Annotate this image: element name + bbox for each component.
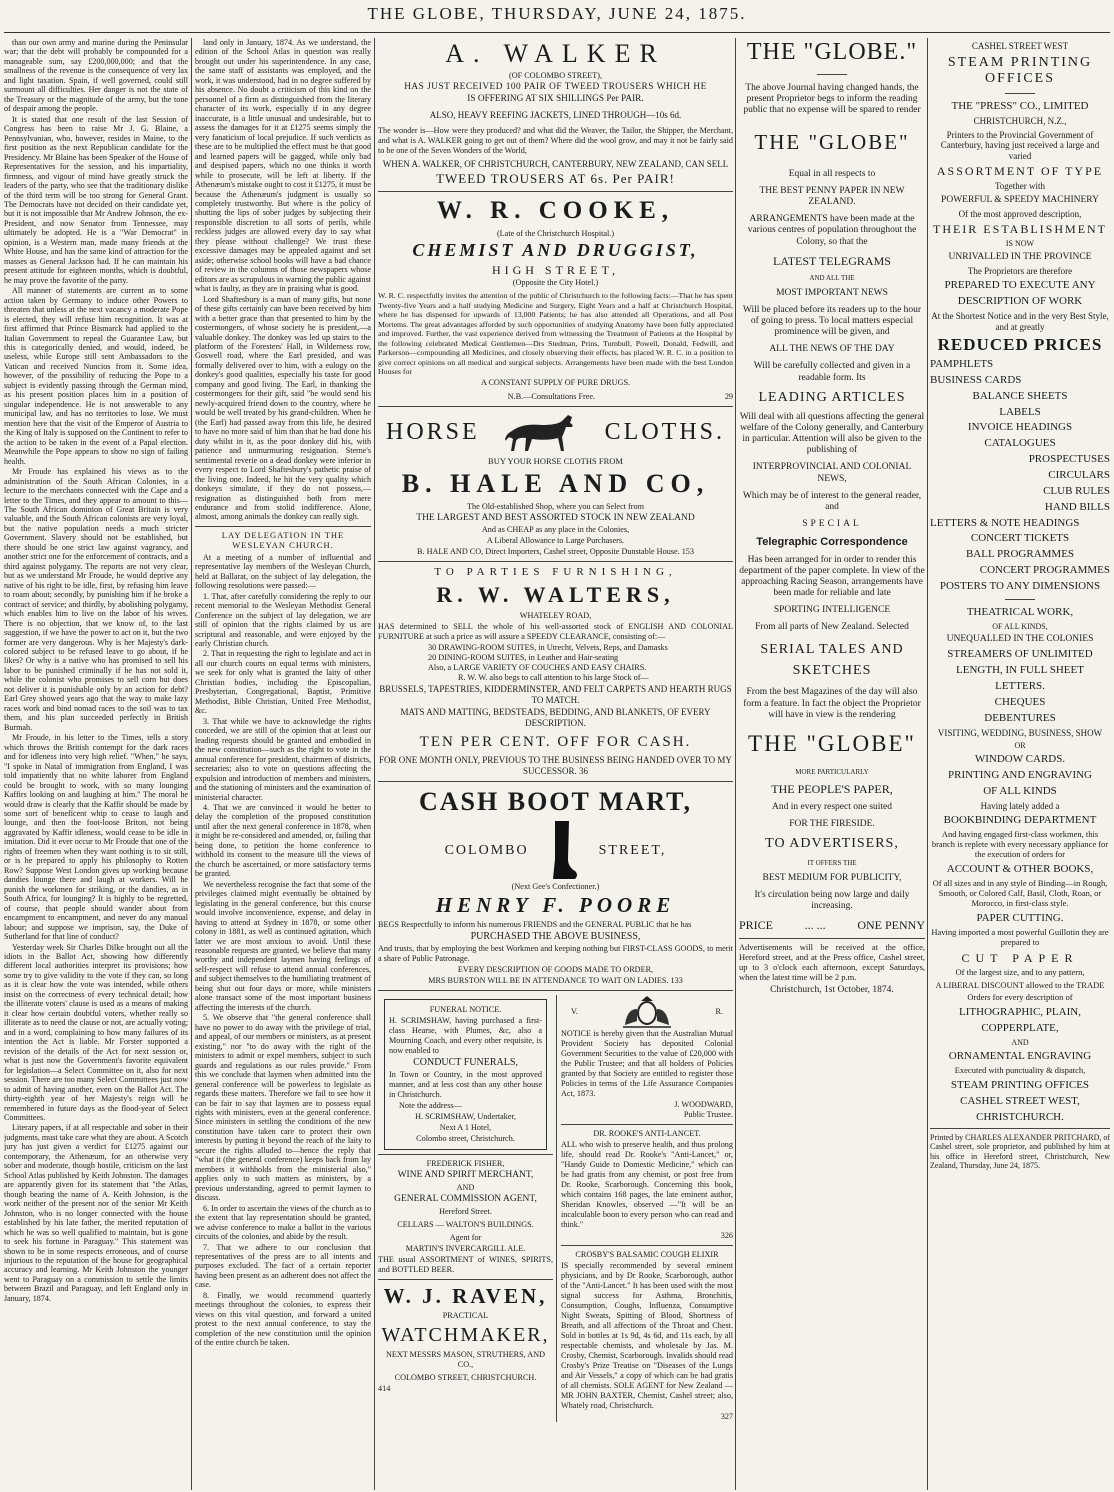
globe-text: MORE PARTICULARLY — [795, 767, 869, 776]
hale-old: The Old-established Shop, where you can Select from — [467, 501, 644, 511]
press-title: STEAM PRINTING OFFICES — [947, 54, 1093, 86]
hale-name: B. HALE AND CO, — [401, 469, 710, 499]
vr-v: V. — [571, 1007, 578, 1017]
press-text: Of the largest size, and to any pattern, — [955, 966, 1085, 977]
globe-big: THE "GLOBE" — [748, 730, 916, 756]
press-imprint: Printed by CHARLES ALEXANDER PRITCHARD, of Cashel street, sole proprietor, and published by him at his office in Hereford street, Christchurch, New Zealand, Thursday, June 24, 1875. — [930, 1132, 1110, 1170]
funeral-head: FUNERAL NOTICE. — [429, 1005, 502, 1015]
article-paragraph: land only in January, 1874. As we understand, the edition of the School Atlas in question was really brought out under his superintendence. In any case, the same staff of assistants was employed, and the work, it was understood, had in no degree suffered by his absence. No doubt a criticism of this kind on the personnel of a firm as distinguished from the literary character of its work, especially if in any degree inaccurate, is a little unusual and undesirable, but to assess the damages for it at £1275 seems simply the very fanaticism of local prejudice. If such verdicts as these are to be multiplied the effect must be that good and learned papers will be gagged, while only bad and despised papers, which no one thinks it worth while to prosecute, will be left at liberty. If the Athenæum's mistake ought to cost it £1275, it must be because the Athenæum's judgment is usually so completely trustworthy. But where is the policy of shutting the lips of sober judges by subjecting their responsible discretion to all sorts of perils, while reckless judges are allowed every day to say what they please without challenge? We trust these excessive damages may be appealed against and set aside; otherwise school books will have a bad chance of review in the columns of those newspapers whose editors are as scrupulous in warning the public against what is faulty, as they are in praising what is good. — [195, 38, 371, 294]
boot-trust: And trusts, that by employing the best Workmen and keeping nothing but FIRST-CLASS GOODS, to merit a share of Public Patronage. — [378, 944, 733, 964]
fisher-name: FREDERICK FISHER, — [426, 1159, 505, 1169]
press-text: ACCOUNT & OTHER BOOKS, — [946, 863, 1094, 876]
walters-item: R. W. W. also begs to call attention to his large Stock of— — [458, 672, 649, 682]
press-text: CHRISTCHURCH. — [976, 1111, 1064, 1123]
press-text: VISITING, WEDDING, BUSINESS, SHOW — [937, 727, 1103, 738]
press-text: THE "PRESS" CO., LIMITED — [951, 100, 1089, 113]
fisher-and: AND — [456, 1183, 475, 1193]
fisher-wine: WINE AND SPIRIT MERCHANT, — [397, 1170, 534, 1181]
hale-ad — [378, 411, 733, 558]
press-items — [930, 358, 1110, 593]
fisher-agent: Agent for — [449, 1232, 482, 1242]
horse-icon — [502, 411, 582, 455]
column-divider — [927, 38, 928, 1490]
fisher-ale: MARTIN'S INVERCARGILL ALE. — [405, 1243, 526, 1253]
press-text: CHRISTCHURCH, N.Z., — [973, 116, 1067, 127]
press-text: At the Shortest Notice and in the very Best Style, and at greatly — [931, 311, 1109, 332]
press-text: THEIR ESTABLISHMENT — [932, 222, 1108, 237]
walker-name: A. WALKER — [445, 39, 666, 68]
globe-text: Advertisements will be received at the office, Hereford street, and at the Press office, Cashel street, up to 3 o'clock each afternoon, except Saturdays, when the latest time will be 2 p.m. — [739, 942, 925, 982]
funeral-conduct: CONDUCT FUNERALS, — [413, 1057, 518, 1069]
press-text: Executed with punctuality & dispatch, — [954, 1065, 1086, 1076]
masthead: THE GLOBE, THURSDAY, JUNE 24, 1875. — [367, 4, 747, 23]
article-paragraph: 7. That we adhere to our conclusion that representatives of the press are to all intents and purposes excluded. The fact of a certain reporter having been present as an adherent does not affect the case. — [195, 1242, 371, 1290]
walker-line2: IS OFFERING AT SIX SHILLINGS Per PAIR. — [467, 94, 644, 105]
press-item: PROSPECTUSES — [1028, 453, 1110, 466]
press-text: OF ALL KINDS — [983, 785, 1057, 798]
column-2 — [195, 38, 371, 1488]
walters-item: Also, a LARGE VARIETY OF COUCHES AND EASY CHAIRS. — [428, 662, 647, 672]
price-value: ONE PENNY — [857, 918, 925, 933]
article-paragraph: 3. That while we have to acknowledge the rights conceded, we are still of the opinion that at least our leading requests should be granted and embodied in the new constitution—such as the right to vote in the annual conference for president, chairmen of districts, secretaries; also to vote on questions affecting the expulsion and introduction of members and ministers, and the stationing of ministers and the examination of ministerial character. — [195, 716, 371, 802]
lay-delegation-heading: LAY DELEGATION IN THE WESLEYAN CHURCH. — [221, 529, 345, 550]
funeral-addr: Colombo street, Christchurch. — [416, 1134, 515, 1144]
ad-number: 326 — [720, 1231, 733, 1241]
press-text: CUT PAPER — [961, 950, 1079, 965]
walker-line1: HAS JUST RECEIVED 100 PAIR OF TWEED TROUSERS WHICH HE — [404, 81, 707, 92]
press-text: PAPER CUTTING. — [976, 911, 1064, 924]
article-paragraph: 5. We observe that "the general conference shall have no power to do away with the privilege of trial, and appeal, of our members or ministers, as at present existing," nor "to do away with the right of the ministers to admit or expel members, subject to such guards and regulations as our rules provide." From this we conclude that laymen when admitted into the general conference will be powerless to legislate as regards these matters. Therefore we fail to see how it can be fair to say that laymen are to possess equal rights with ministers, even at the general conference. Since ministers in settling the conditions of the new constitution have taken care to protect their own interests by putting it beyond the reach of the laity to secure the rights alluded to—hence the reply that "what it (the general conference) keeps back from lay members it withholds from the ministerial also," applies only to such matters as ministers, by a previous understanding, agreed to permit laymen to discuss. — [195, 1013, 371, 1203]
fisher-cell: CELLARS — WALTON'S BUILDINGS. — [397, 1219, 534, 1229]
press-text: CHEQUES — [994, 695, 1046, 708]
press-text: WINDOW CARDS. — [974, 753, 1066, 766]
article-paragraph: 4. That we are convinced it would be better to delay the completion of the proposed constitution until after the next general conference in 1878, when it might be re-considered and amended, or, failing that being done, to petition the home conference to withhold its consent to the measure till the views of the church be ascertained, or more satisfactory terms be granted. — [195, 802, 371, 879]
press-item: CIRCULARS — [1048, 469, 1110, 482]
walters-item: MATS AND MATTING, BEDSTEADS, BEDDING, AND BLANKETS, OF EVERY DESCRIPTION. — [400, 706, 711, 728]
rooke-head: DR. ROOKE'S ANTI-LANCET. — [593, 1129, 701, 1139]
vr-header — [561, 995, 733, 1029]
cooke-title: CHEMIST AND DRUGGIST, — [412, 239, 699, 260]
boot-right: STREET, — [598, 842, 667, 858]
cooke-nb — [378, 392, 733, 402]
walters-parties: TO PARTIES FURNISHING, — [434, 566, 677, 579]
globe-text: AND ALL THE — [809, 273, 855, 282]
crosby-body: IS specially recommended by several eminent physicians, and by Dr Rooke, Scarborough, author of the "Anti-Lancet." It has been used with the most signal success for Asthma, Bronchitis, Consumption, Coughs, Influenza, Consumptive Night Sweats, Spitting of Blood, Shortness of Breath, and all affections of the Throat and Chest. Sold in bottles at 1s 9d, 4s 6d, and 11s each, by all respectable chemists, and wholesale by Jas. M. Crosby, Chemist, Scarborough. Invalids should read Crosby's Prize Treatise on "Diseases of the Lungs and Air Vessels," a copy of which can be had gratis of all chemists. SOLE AGENT for New Zealand — MR JOHN BAXTER, Chemist, Cashel street; also, Whately road, Christchurch. — [561, 1261, 733, 1411]
walters-road: WHATELEY ROAD, — [519, 610, 592, 620]
press-text: STREAMERS OF UNLIMITED — [947, 648, 1093, 661]
press-text: REDUCED PRICES — [937, 335, 1103, 355]
cooke-body: W. R. C. respectfully invites the attention of the public of Christchurch to the following facts:—That he has spent Twenty-five Years and a half studying Medicine and Surgery, Eight Years and a half at Christchurch Hospital, where he has dispensed for upwards of 13,000 Patients; he has also attended all Operations, and all Post Mortems. The great advantages afforded by such opportunities of studying Anatomy have been fully appreciated and improved. Further, the vast experience derived from witnessing the Treatment of Patients at the Hospital by the following celebrated Medical Gentlemen—Drs Stedman, Prins, Turnbull, Powell, Donald, Fedwill, and Parkerson—compounding all Medicines, and closely observing their effects, has placed W. R. C. in a position to give correct opinions on all medical and surgical subjects. Arrangements have been made with the best London Houses for — [378, 291, 733, 377]
press-text: Orders for every description of — [967, 992, 1073, 1003]
ad-number: 414 — [378, 1383, 391, 1393]
globe-text: Will be carefully collected and given in a readable form. Its — [753, 361, 911, 383]
press-item: BALL PROGRAMMES — [965, 548, 1075, 561]
press-text: ORNAMENTAL ENGRAVING — [948, 1050, 1092, 1063]
press-item: CONCERT PROGRAMMES — [979, 564, 1110, 577]
raven-prac: PRACTICAL — [442, 1311, 489, 1321]
article-paragraph: At a meeting of a number of influential and representative lay members of the Wesleyan Church, held at Ballarat, on the subject of lay delegation, the following resolutions were passed:— — [195, 552, 371, 591]
globe-date: Christchurch, 1st October, 1874. — [770, 984, 894, 995]
boot-left: COLOMBO — [444, 842, 529, 858]
ad-number: 36 — [579, 765, 589, 776]
royal-arms-icon — [617, 995, 677, 1029]
price-row — [739, 918, 925, 932]
article-paragraph: Mr Froude has explained his views as to the administration of the South African Colonies, in a lecture to the merchants connected with the Cape and a letter to the Times, and they appear to amount to this—The South African dominion of Great Britain is very valuable, and the South African colonists are very loyal, but the native population needs a much stricter Government. Slavery should not be established, but there should be one strict law against vagrancy, and another strict one for the enforcement of contracts, and a third against polygamy. The reports are not very clear, but as we understand Mr Froude, he would deprive any native of his right to be idle, first, by refusing him leave to roam about; secondly, by punishing him if he broke a contract of service; and thirdly, by abolishing polygamy, which enables him to live on the labor of his wives. There is no objection, that we know of, to the last suggestion, if we have the power to act on it, but the two former are very dangerous. Why is her Majesty's dark-colored subject to be refused leave to go about, if he likes? Or why is a native who has promised to sell his labor to be punished criminally if he has not sold it, while the colonist who promises to sell corn but does not deliver it is punishable only by an action for debt? Earl Grey showed years ago that the way to make lazy races work and bind nomad races to the soil was to tax them, and his plan succeeded perfectly in British Burmah. — [4, 467, 188, 732]
globe-text: Equal in all respects to — [788, 168, 876, 179]
press-text: Printers to the Provincial Government of Canterbury, having just received a large and varied — [940, 129, 1100, 161]
press-item: BUSINESS CARDS — [930, 373, 1022, 386]
press-text: THEATRICAL WORK, — [966, 605, 1074, 618]
article-paragraph: Literary papers, if at all respectable and sober in their judgments, must take care what they are about. A Scotch jury has just given a verdict for £1275 against our contemporary, the Athenæum, for an otherwise very sober and moderate, though hostile, criticism on the last School Atlas published by Keith Johnston. The damages are apparently given for its statement that "the Atlas, though bearing the name of A. Keith Johnston, is the work neither of the present nor of the senior Mr Keith Johnston, who is no longer connected with the house established by his late father, the merited reputation of which he was so well qualified to maintain, but is gone to seek his fortune in Paraguay." This statement was shown to be in some respects erroneous, and of course injurious to the reputation of the house for geographical accuracy and learning. Mr Keith Johnston the younger went to Paraguay on a commission to settle the limits between Brazil and Paraguay, and left England only in January, 1874. — [4, 1123, 188, 1303]
press-text: The Proprietors are therefore — [967, 265, 1073, 276]
press-text: COPPERPLATE, — [981, 1022, 1059, 1035]
press-text: UNEQUALLED IN THE COLONIES — [946, 634, 1094, 645]
article-paragraph: Mr Froude, in his letter to the Times, tells a story which throws the British contempt for the dark races and for idleness into very high relief. "When," he says, "I spoke in Natal of immigration from England, I was told impatiently that no white laborer from England could be brought to work, with so many lounging Kaffirs looking on and laughing at him." The moral he would draw is clearly that the Kaffir should be made by some sort of beneficent whip to cease to laugh and lounge, and then the foot-loose Briton, not being aggravated by Kaffir idleness, would cease to be idle in imitation. Did it ever occur to Mr Froude that one of the rights of freemen when they want nothing is to sit still, or is he prepared to apply his philosophy to Rotten Row? Suppose West London gives up working because dandies lounge there and laugh at workers. Will he punish the workmen for striking, or the dandies, as in South Africa, for lounging? It is highly to be regretted, of course, that people should wander about from encampment to encampment, and never do any manual labour; and suppose we imprison, say, the Duke of Sutherland for that line of conduct? — [4, 733, 188, 942]
article-paragraph: 2. That in requesting the right to legislate and act in all our church courts on equal terms with ministers, we seek for only what is granted the laity of other Christian bodies, including the Episcopalian, Presbyterian, Congregational, Baptist, Primitive Methodist, Bible Christian, United Free Methodist, &c. — [195, 649, 371, 716]
press-top: CASHEL STREET WEST — [971, 41, 1069, 51]
globe-column — [739, 38, 925, 1488]
boot-ad — [378, 786, 733, 987]
globe-text: THE PEOPLE'S PAPER, — [771, 781, 893, 796]
globe-text: LATEST TELEGRAMS — [773, 253, 891, 268]
vr-r: R. — [715, 1007, 723, 1017]
walker-ad — [378, 38, 733, 187]
press-text: STEAM PRINTING OFFICES — [950, 1079, 1090, 1092]
globe-text: And in every respect one suited — [771, 801, 893, 812]
globe-text: From the best Magazines of the day will also form a feature. In fact the object the Proprietor will have in view is the rendering — [743, 687, 921, 720]
boot-mrs: MRS BURSTON WILL BE IN ATTENDANCE TO WAIT ON LADIES. — [428, 976, 669, 986]
press-text: AND — [1011, 1038, 1029, 1048]
rooke-body: ALL who wish to preserve health, and thus prolong life, should read Dr. Rooke's "Anti-Lancet," or, "Handy Guide to Domestic Medicine," which can be had gratis from any chemist, or post free from Dr. Rooke, Scarborough. Concerning this book, which contains 168 pages, the late eminent author, Sheridan Knowles, observed —"It will be an incalculable boon to every person who can read and think." — [561, 1140, 733, 1230]
walters-ten: TEN PER CENT. OFF FOR CASH. — [419, 733, 692, 750]
boot-name: HENRY F. POORE — [435, 893, 676, 918]
article-paragraph: 6. In order to ascertain the views of the church as to the extent that lay representation should be granted, we advise conference to make a ballot in the various circuits of the colonies, and abide by the result. — [195, 1203, 371, 1242]
press-text: BOOKBINDING DEPARTMENT — [943, 814, 1097, 827]
funeral-town: In Town or Country, in the most approved manner, and at less cost than any other house in Christchurch. — [389, 1070, 542, 1100]
boot-mrs-row — [378, 976, 733, 986]
press-text: PRINTING AND ENGRAVING — [947, 769, 1093, 782]
boot-every: EVERY DESCRIPTION OF GOODS MADE TO ORDER, — [457, 965, 654, 975]
column-divider — [191, 38, 192, 1490]
hale-addr-row — [378, 547, 733, 557]
press-text: PREPARED TO EXECUTE ANY — [944, 279, 1096, 292]
globe-text: TO ADVERTISERS, — [765, 836, 899, 852]
walters-month-row — [378, 755, 733, 777]
press-item: HAND BILLS — [1044, 500, 1110, 513]
article-paragraph: It is stated that one result of the last Session of Congress has been to raise Mr J. G. Blaine, a Pennsylvanian, who, however, resides in Maine, to the first position as the next Republican candidate for the Presidency. Mr Blaine has been Speaker of the House of Representatives for the session, and his impartiality, firmness, and vigour of mind have greatly struck the leaders of the party, who see that the traditionary dislike of the third term will be too strong for General Grant. The Democrats have not decided on their candidate yet, but it is not impossible that Mr Andrew Johnson, the ex-President, and now Senator from Tennessee, may ultimately be adopted. He is a "War Democrat" in opinion, is a Western man, made many friends at the White House, and has the same kind of attraction for the masses as General Jackson had. If he can maintain his present attitude for eighteen months, which is doubtful, he may prove the favorite of the party. — [4, 114, 188, 285]
boot-icon — [549, 819, 579, 881]
press-text: LENGTH, IN FULL SHEET — [956, 664, 1084, 677]
hale-left: HORSE — [386, 419, 480, 446]
article-paragraph: All manner of statements are current as to some action taken by Germany to induce other Powers to threaten that unless at the next vacancy a moderate Pope is elected, they will refuse him recognition. It was at first affirmed that Prince Bismarck had applied to the Italian Government to repeal the Guarantee Law, but this is categorically denied, and would, indeed, be useless, while Europe still sent Ambassadors to the Vatican and received Nuncios from it. Some idea, however, of the possibility of reducing the Pope to a subject is evidently passing through the German mind, as his present position places him in a position of singular independence. He is not answerable to any municipal law, and has no territories to lose. We must mention here that the visit of the Emperor of Austria to the King of Italy is supposed on the Continent to refer to the action to be taken in the event of a Papal election. Meanwhile the Pope appears to show no sign of failing health. — [4, 286, 188, 466]
press-item: INVOICE HEADINGS — [967, 421, 1073, 434]
globe-text: Has been arranged for in order to render this department of the paper complete. In view of the approaching Racing Season, arrangements have been made for reliable and late — [739, 554, 925, 599]
boot-title: CASH BOOT MART, — [419, 786, 692, 816]
raven-name: W. J. RAVEN, — [383, 1283, 548, 1308]
globe-text: LEADING ARTICLES — [758, 389, 906, 405]
globe-text: From all parts of New Zealand. Selected — [755, 622, 909, 633]
globe-text: INTERPROVINCIAL AND COLONIAL NEWS, — [752, 462, 912, 484]
funeral-body: H. SCRIMSHAW, having purchased a first-class Hearse, with Plumes, &c, also a Mourning Coach, and every other requisite, is now enabled to — [389, 1016, 542, 1056]
globe-text: SERIAL TALES AND SKETCHES — [760, 642, 904, 679]
masthead-rule — [4, 32, 1110, 33]
article-paragraph: than our own army and marine during the Peninsular war; that the debt will probably be compounded for a manageable sum, say £200,000,000; and that the smallness of the revenue is the consequence of very lax and light taxation. Spain, if well governed, could still surmount all difficulties. Her danger is not the state of the Treasury or the magnitude of the army, but the tone of despair among the people. — [4, 38, 188, 114]
column-1 — [4, 38, 188, 1488]
cooke-sub: (Late of the Christchurch Hospital.) — [496, 228, 615, 238]
column-divider — [374, 38, 375, 1490]
globe-text: SPECIAL — [802, 518, 862, 529]
funeral-notice — [384, 999, 547, 1150]
funeral-addr: H. SCRIMSHAW, Undertaker, — [415, 1112, 516, 1122]
press-text: And having engaged first-class workmen, this branch is replete with every necessary appliance for the execution of orders for — [931, 829, 1109, 860]
small-ads-right — [561, 995, 733, 1422]
globe-text: FOR THE FIRESIDE. — [789, 819, 875, 830]
walters-ad — [378, 566, 733, 776]
globe-text: MOST IMPORTANT NEWS — [776, 287, 888, 298]
price-dots: ... ... — [804, 918, 826, 933]
press-text: Of all sizes and in any style of Binding—in Rough, Smooth, or Colored Calf, Basil, Cloth, Roan, or Morocco, in first-class style. — [932, 878, 1108, 908]
press-item: CONCERT TICKETS — [970, 532, 1070, 545]
walker-body: The wonder is—How were they produced? and what did the Weaver, the Tailor, the Shipper, the Merchant, and what is A. WALKER going to get out of them? Where did the wool grow, and may it not be fairly said to be one of the Seven Wonders of the World, — [378, 126, 733, 156]
press-text: OR — [1014, 741, 1026, 751]
crosby-head: CROSBY'S BALSAMIC COUGH ELIXIR — [575, 1250, 719, 1260]
vr-sig: J. WOODWARD, — [674, 1100, 733, 1110]
walters-month: FOR ONE MONTH ONLY, PREVIOUS TO THE BUSINESS BEING HANDED OVER TO MY SUCCESSOR. — [379, 754, 732, 776]
funeral-note: Note the address— — [399, 1101, 462, 1111]
walters-body: HAS determined to SELL the whole of his well-assorted stock of ENGLISH AND COLONIAL FURNITURE at such a price as will assure a SPEEDY CLEARANCE, consisting of:— — [378, 621, 733, 641]
press-text: UNRIVALLED IN THE PROVINCE — [948, 251, 1092, 262]
cooke-ad — [378, 196, 733, 402]
globe-text: It's circulation being now large and daily increasing. — [754, 889, 910, 911]
price-label: PRICE — [739, 918, 774, 933]
globe-text: Telegraphic Correspondence — [756, 535, 908, 548]
ad-number: 29 — [724, 391, 733, 401]
boot-next: (Next Gee's Confectioner.) — [511, 882, 600, 892]
fisher-gen: GENERAL COMMISSION AGENT, — [394, 1194, 537, 1205]
hale-buy: BUY YOUR HORSE CLOTHS FROM — [488, 455, 623, 466]
article-paragraph: We nevertheless recognise the fact that some of the privileges claimed might eventually be obtained by legislating in the general conference, but this course would involve inconvenience, expense, and delay in having to attend at Sydney in 1878, or some other colony in 1881, as well as continued agitation, which latter we are most anxious to avoid. Until these reasonable requests are granted, we believe that many worthy and independent laymen having feelings of self-respect will refuse to attend annual conferences, and subject themselves to the humiliating treatment of being shut out four days or more, while ministers alone transact some of the most important business affecting the interests of the church. — [195, 879, 371, 1012]
press-text: Having lately added a — [980, 800, 1060, 811]
funeral-addr: Next A 1 Hotel, — [439, 1123, 492, 1133]
press-text: Of the most approved description, — [958, 208, 1082, 219]
walker-line5: TWEED TROUSERS AT 6s. Per PAIR! — [436, 171, 675, 187]
hale-right: CLOTHS. — [604, 419, 725, 446]
globe-text: ALL THE NEWS OF THE DAY — [769, 344, 895, 355]
press-item: CATALOGUES — [984, 437, 1056, 450]
press-text: LITHOGRAPHIC, PLAIN, — [959, 1006, 1081, 1019]
globe-text: Will be placed before its readers up to the hour of going to press. To local matters especial prominence will be given, and — [742, 304, 922, 338]
ad-number: 327 — [720, 1412, 733, 1422]
globe-title: THE "GLOBE." — [746, 39, 918, 65]
raven-next: NEXT MESSRS MASON, STRUTHERS, AND CO., — [385, 1349, 546, 1369]
ad-number: 153 — [681, 547, 694, 557]
press-text: CASHEL STREET WEST, — [960, 1095, 1080, 1108]
press-text: OF ALL KINDS, — [992, 621, 1048, 631]
cooke-supply: A CONSTANT SUPPLY OF PURE DRUGS. — [480, 377, 631, 387]
press-item: CLUB RULES — [1043, 484, 1110, 497]
hale-cheap: And as CHEAP as any place in the Colonies, — [481, 525, 630, 535]
walters-item: 20 DINING-ROOM SUITES, in Leather and Hair-seating — [428, 652, 619, 662]
press-text: DESCRIPTION OF WORK — [957, 295, 1083, 308]
article-paragraph: 8. Finally, we would recommend quarterly meetings throughout the colonies, to express their views on this vital question, and forward a united protest to the next annual conference, to stay the completion of the new constitution until the opinion of the entire church be taken. — [195, 1290, 371, 1348]
press-text: A LIBERAL DISCOUNT allowed to the TRADE — [935, 979, 1105, 990]
column-divider — [735, 38, 736, 1490]
fisher-st: Hereford Street. — [439, 1206, 492, 1216]
globe-big: THE "GLOBE" — [754, 130, 910, 155]
walker-sub: (OF COLOMBO STREET), — [508, 70, 603, 80]
globe-text: IT OFFERS THE — [807, 858, 857, 867]
press-text: LETTERS. — [995, 679, 1045, 692]
globe-text: SPORTING INTELLIGENCE — [773, 605, 891, 616]
fisher-usual: THE usual ASSORTMENT of WINES, SPIRITS, and BOTTLED BEER. — [378, 1254, 553, 1274]
press-text: ASSORTMENT OF TYPE — [936, 164, 1104, 179]
boot-purch: PURCHASED THE ABOVE BUSINESS, — [470, 931, 641, 943]
press-item: BALANCE SHEETS — [972, 389, 1068, 402]
press-item: POSTERS TO ANY DIMENSIONS — [939, 580, 1101, 593]
cooke-nb-text: N.B.—Consultations Free. — [507, 391, 596, 401]
article-paragraph: Yesterday week Sir Charles Dilke brought out all the idiots in the Ballot Act, showing how differently different local authorities interpret its provisions; how some try to give validity to the vote if they can, so long as it is clear how the vote was intended, while others insist on the correctness of every technical detail; how the illiterate voters' clause is used as a means of making it clear how certain doubtful voters, whether really so illiterate as to need the clause or not, are actually voting; and in a word, complaining to how many failures of its intention the Act is liable. Mr Forster supported a revision of the details of the Act for next session or, what is just now the Government's favorite equivalent for legislation—a Select Committee on it, also for next session. There are too many Select Committees just now to admit of having another, even on the Ballot Act. The thirty-eighth year of her Majesty's reign will be remembered in future days as the flood-year of Select Committees. — [4, 942, 188, 1122]
hale-liberal: A Liberal Allowance to Large Purchasers. — [486, 536, 625, 546]
walters-item: 30 DRAWING-ROOM SUITES, in Utrecht, Velvets, Reps, and Damasks — [428, 642, 668, 652]
globe-text: Will deal with all questions affecting the general welfare of the Colony generally, and Canterbury in particular. Attention will also be given to the publishing of — [739, 411, 925, 456]
hale-largest: THE LARGEST AND BEST ASSORTED STOCK IN NEW ZEALAND — [416, 512, 695, 523]
press-item: PAMPHLETS — [930, 358, 994, 370]
press-item: LETTERS & NOTE HEADINGS — [930, 516, 1080, 529]
article-paragraph: Lord Shaftesbury is a man of many gifts, but none of these gifts certainly can have been received by him with a better grace than that presented to him by the costermongers, of whose society he is president,—a valuable donkey. The donkey was led up stairs to the platform of the Foresters' Hall, in Wilderness row, Goswell road, where the Earl presided, and was formally delivered over to him, with a eulogy on the donkey's good qualities, especially his taste for good company and good living. The Earl, in thanking the costermongers for their gift, said "he would send his newly-acquired friend down to the country, where he would be well treated by his grand-children. When he (the Earl) had passed away from this life, he desired to have no more said of him than that he had done his duty whilst in it, as the poor donkey did his, with patience and unmurmuring resignation. Sterne's sentimental reverie on a dead donkey were inferior in every respect to Lord Shaftesbury's pathetic praise of the living one. Indeed, he hit the very quality which donkeys simulate, if they do not possess,—resignation as distinguished both from mere endurance and from stolid indifference. Alone, almost, among animals the donkey can really sigh. — [195, 294, 371, 522]
press-item: LABELS — [999, 405, 1041, 418]
raven-street: COLOMBO STREET, CHRISTCHURCH. — [394, 1372, 537, 1382]
cooke-opp: (Opposite the City Hotel.) — [512, 278, 599, 288]
vr-sig: Public Trustee. — [683, 1110, 733, 1120]
globe-text: The above Journal having changed hands, the present Proprietor begs to inform the reading public that no expense will be spared to render — [743, 83, 921, 116]
ads-column — [378, 38, 733, 1488]
press-text: Having imported a most powerful Guillotin they are prepared to — [931, 926, 1109, 947]
press-text: DEBENTURES — [984, 711, 1056, 724]
globe-text: ARRANGEMENTS have been made at the various centres of population throughout the Colony, so that the — [747, 214, 917, 247]
walters-item: BRUSSELS, TAPESTRIES, KIDDERMINSTER, AND FELT CARPETS AND HEARTH RUGS TO MATCH. — [379, 683, 732, 705]
globe-text: THE BEST PENNY PAPER IN NEW ZEALAND. — [759, 186, 905, 208]
press-text: Together with — [994, 181, 1046, 192]
raven-watch: WATCHMAKER, — [381, 1324, 550, 1347]
globe-text: BEST MEDIUM FOR PUBLICITY, — [762, 872, 902, 883]
press-column — [930, 38, 1110, 1488]
small-ads-left — [378, 995, 557, 1422]
cooke-street: HIGH STREET, — [491, 262, 620, 277]
hale-addr: B. HALE AND CO, Direct Importers, Cashel street, Opposite Dunstable House. — [417, 547, 680, 557]
cooke-name: W. R. COOKE, — [436, 197, 675, 225]
ad-number: 133 — [670, 976, 683, 986]
boot-body: BEGS Respectfully to inform his numerous FRIENDS and the GENERAL PUBLIC that he has — [378, 920, 692, 930]
press-text: POWERFUL & SPEEDY MACHINERY — [941, 194, 1099, 205]
globe-text: Which may be of interest to the general reader, and — [742, 490, 922, 512]
vr-body: NOTICE is hereby given that the Australian Mutual Provident Society has deposited Colonial Government Securities to the value of £20,000 with the Public Trustee; and that all holders of Policies granted by that Society are entitled to register those Policies in terms of the Life Assurance Companies Act, 1873. — [561, 1029, 733, 1099]
walters-name: R. W. WALTERS, — [436, 581, 675, 607]
press-text: IS NOW — [1005, 239, 1035, 249]
article-paragraph: 1. That, after carefully considering the reply to our recent memorial to the Wesleyan Methodist General Conference on the subject of lay delegation, we are still of opinion that the rights claimed by us are scriptural and reasonable, and were enjoyed by the early Christian church. — [195, 591, 371, 648]
walker-line4: WHEN A. WALKER, OF CHRISTCHURCH, CANTERBURY, NEW ZEALAND, CAN SELL — [382, 159, 729, 170]
small-ads-row — [378, 995, 733, 1422]
walker-line3: ALSO, HEAVY REEFING JACKETS, LINED THROUGH—10s 6d. — [429, 110, 682, 121]
